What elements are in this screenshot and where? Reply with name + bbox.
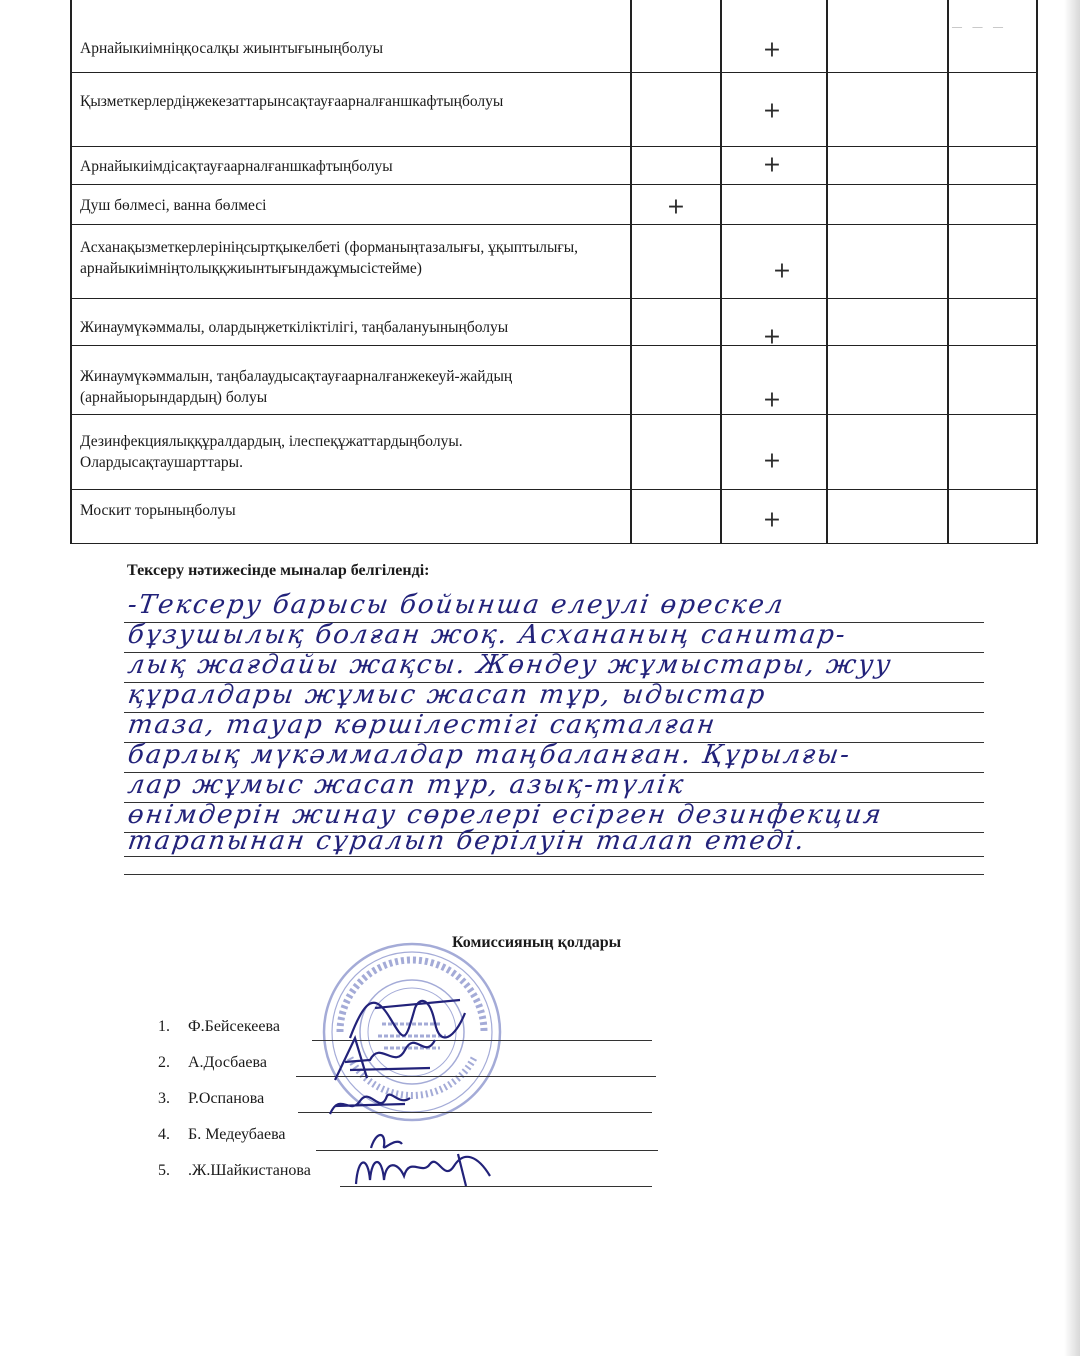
handwritten-line: барлық мүкәммалдар таңбаланған. Құрылғы- — [125, 740, 854, 770]
commission-member — [158, 1018, 280, 1036]
check-mark: + — [762, 387, 782, 413]
table-row — [70, 225, 1038, 299]
handwritten-line: тарапынан сұралып берілуін талап етеді. — [125, 826, 808, 856]
member-name: Р.Оспанова — [188, 1090, 265, 1107]
table-row — [70, 299, 1038, 350]
row-label: Арнайыкиімніңқосалқы жиынтығыныңболуы — [80, 40, 383, 57]
table-row — [70, 185, 1038, 225]
row-label: Арнайыкиімдісақтауғаарналғаншкафтыңболуы — [80, 158, 393, 175]
table-row — [70, 415, 1038, 490]
handwritten-line: бұзушылық болған жоқ. Асхананың санитар- — [125, 620, 849, 650]
findings-heading: Тексеру нәтижесінде мыналар белгіленді: — [127, 562, 430, 579]
commission-signatures-title: Комиссияның қолдары — [452, 934, 622, 951]
row-label: Душ бөлмесі, ванна бөлмесі — [80, 197, 267, 214]
page-edge-shadow — [1064, 0, 1080, 1356]
table-row — [70, 0, 1038, 73]
handwritten-line: өнімдерін жинау сөрелері есірген дезинфекция — [125, 800, 885, 830]
handwritten-signature — [325, 1086, 415, 1122]
table-row — [70, 147, 1038, 185]
table-row — [70, 490, 1038, 544]
table-row — [70, 346, 1038, 415]
row-label: Жинаумүкәммалын, таңбалаудысақтауғаарналғанжекеуй-жайдың (арнайыорындардың) болуы — [80, 368, 513, 406]
member-number: 3. — [158, 1090, 170, 1107]
member-number: 1. — [158, 1018, 170, 1035]
row-label: Москит торыныңболуы — [80, 502, 236, 519]
member-number: 2. — [158, 1054, 170, 1071]
check-mark: + — [666, 194, 686, 220]
commission-member — [158, 1090, 264, 1108]
row-label: Жинаумүкәммалы, олардыңжеткіліктілігі, таңбалануыныңболуы — [80, 319, 509, 336]
member-name: Ф.Бейсекеева — [188, 1018, 280, 1035]
member-number: 5. — [158, 1162, 170, 1179]
row-label: Асханақызметкерлерініңсыртқыкелбеті (форманыңтазалығы, ұқыптылығы, арнайыкиімніңтолыққжиынтығындажұмысістейме) — [80, 239, 579, 277]
check-mark: + — [762, 448, 782, 474]
check-mark: + — [762, 324, 782, 350]
member-name: .Ж.Шайкистанова — [188, 1162, 311, 1179]
ruled-line — [124, 856, 984, 857]
checklist-table — [70, 0, 1038, 544]
handwritten-signature — [348, 1146, 498, 1190]
handwritten-line: таза, тауар көршілестігі сақталған — [125, 710, 719, 740]
member-name: А.Досбаева — [188, 1054, 267, 1071]
handwritten-line: құралдары жұмыс жасап тұр, ыдыстар — [125, 680, 769, 710]
check-mark: + — [762, 37, 782, 63]
check-mark: + — [762, 152, 782, 178]
row-label: Қызметкерлердіңжекезаттарынсақтауғаарналғаншкафтыңболуы — [80, 93, 504, 110]
faint-dash-marks: — — — — [952, 22, 1007, 33]
member-number: 4. — [158, 1126, 170, 1143]
ruled-line — [124, 874, 984, 875]
handwritten-line: лық жағдайы жақсы. Жөндеу жұмыстары, жуу — [125, 650, 895, 680]
table-row — [70, 73, 1038, 147]
row-label: Дезинфекциялыққұралдардың, ілеспеқұжаттардыңболуы. Олардысақтаушарттары. — [80, 433, 463, 471]
check-mark: + — [772, 258, 792, 284]
commission-member — [158, 1126, 286, 1144]
commission-member — [158, 1162, 311, 1180]
handwritten-line: -Тексеру барысы бойынша елеулі өрескел — [125, 590, 787, 620]
check-mark: + — [762, 98, 782, 124]
commission-member — [158, 1054, 267, 1072]
member-name: Б. Медеубаева — [188, 1126, 286, 1143]
handwritten-line: лар жұмыс жасап тұр, азық-түлік — [125, 770, 688, 800]
check-mark: + — [762, 507, 782, 533]
handwritten-signature — [325, 1030, 445, 1085]
